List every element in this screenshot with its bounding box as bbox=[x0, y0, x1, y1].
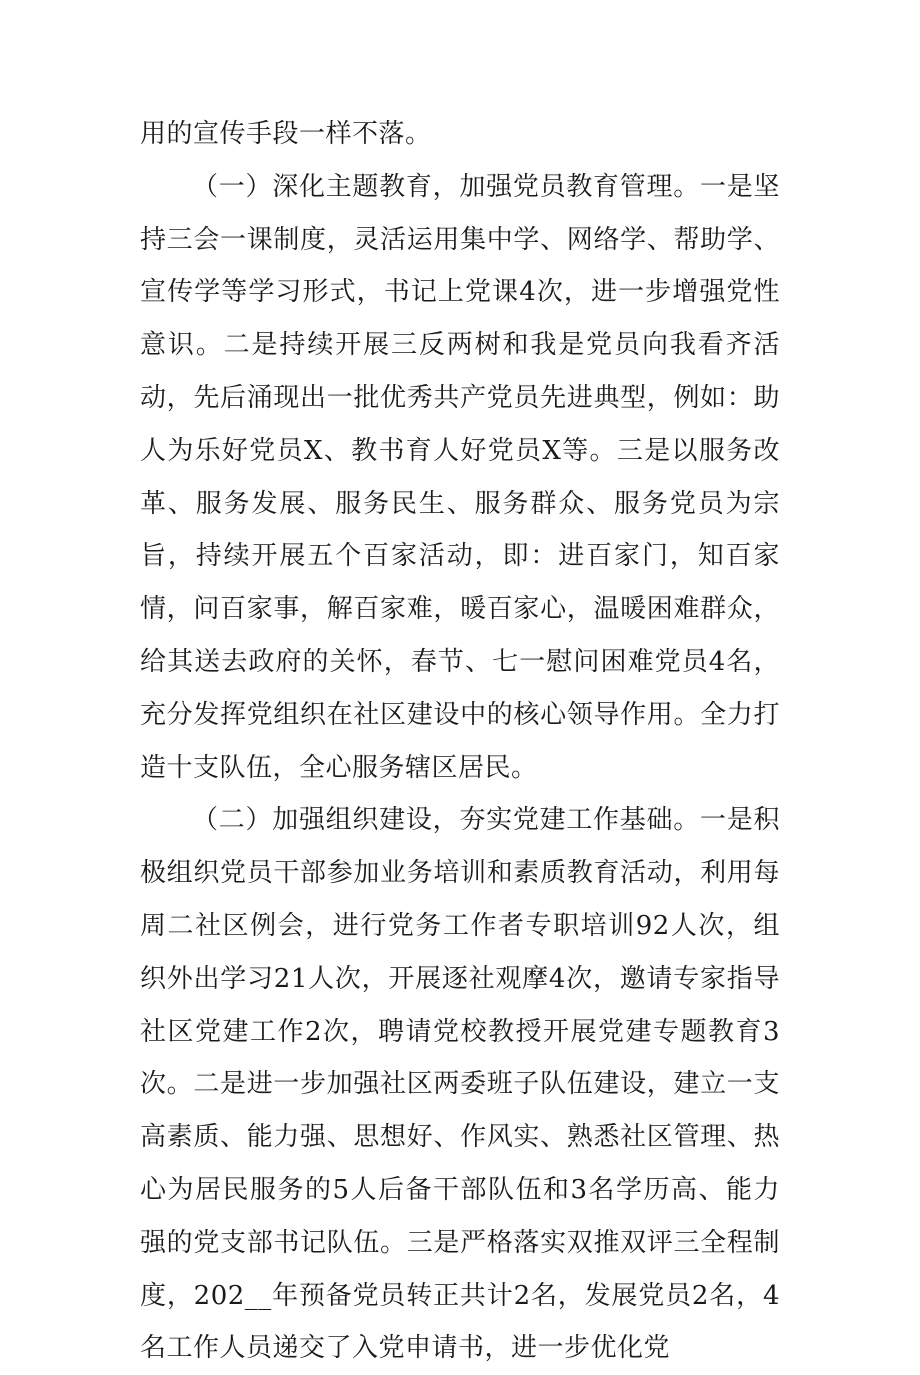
paragraph-section-two: （二）加强组织建设，夯实党建工作基础。一是积极组织党员干部参加业务培训和素质教育活动，利用每周二社区例会，进行党务工作者专职培训92人次，组织外出学习21人次，开展逐社观摩4次，邀请专家指导社区党建工作2次，聘请党校教授开展党建专题教育3次。二是进一步加强社区两委班子队伍建设，建立一支高素质、能力强、思想好、作风实、熟悉社区管理、热心为居民服务的5人后备干部队伍和3名学历高、能力强的党支部书记队伍。三是严格落实双推双评三全程制度，202__年预备党员转正共计2名，发展党员2名，4名工作人员递交了入党申请书，进一步优化党 bbox=[140, 805, 780, 1364]
document-body bbox=[140, 108, 780, 1375]
paragraph-section-one: （一）深化主题教育，加强党员教育管理。一是坚持三会一课制度，灵活运用集中学、网络学、帮助学、宣传学等学习形式，书记上党课4次，进一步增强党性意识。二是持续开展三反两树和我是党员向我看齐活动，先后涌现出一批优秀共产党员先进典型，例如：助人为乐好党员X、教书育人好党员X等。三是以服务改革、服务发展、服务民生、服务群众、服务党员为宗旨，持续开展五个百家活动，即：进百家门，知百家情，问百家事，解百家难，暖百家心，温暖困难群众，给其送去政府的关怀，春节、七一慰问困难党员4名，充分发挥党组织在社区建设中的核心领导作用。全力打造十支队伍，全心服务辖区居民。 bbox=[140, 171, 780, 783]
paragraph-continuation: 用的宣传手段一样不落。 bbox=[140, 119, 432, 149]
